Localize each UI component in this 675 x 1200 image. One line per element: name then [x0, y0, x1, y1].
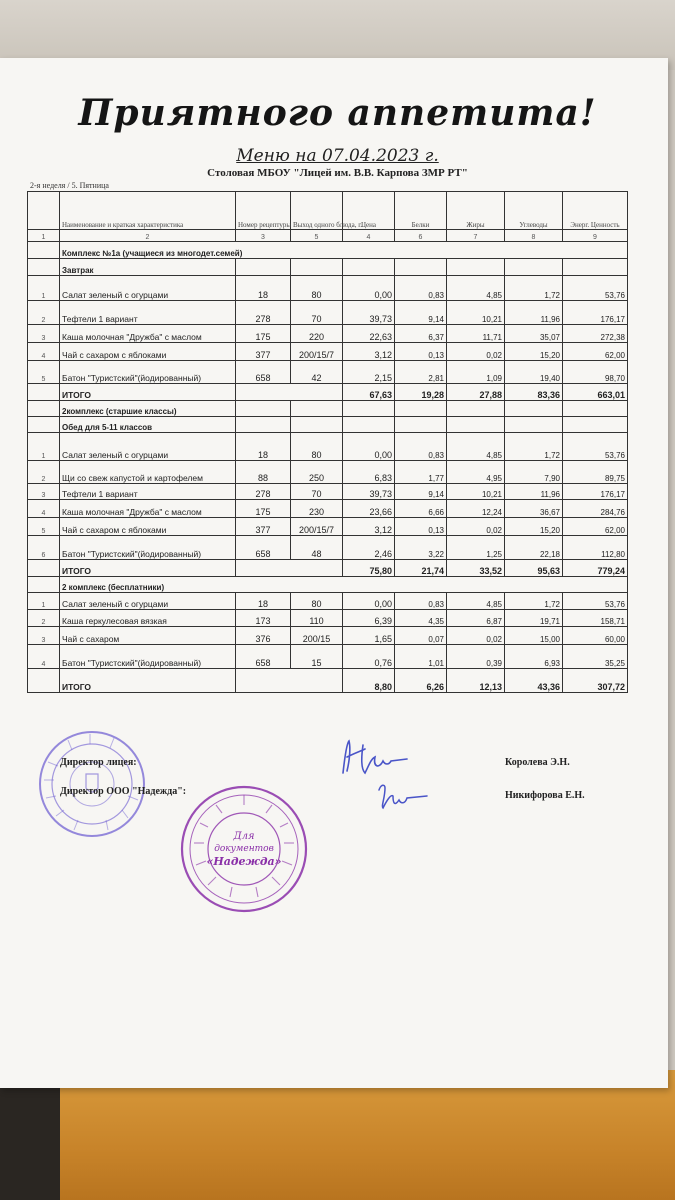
dish-energy: 112,80 — [563, 536, 628, 560]
dish-recipe: 658 — [236, 361, 291, 384]
dish-recipe: 88 — [236, 461, 291, 484]
canteen-name: Столовая МБОУ "Лицей им. В.В. Карпова ЗМР РТ" — [207, 167, 468, 179]
dish-price: 0,00 — [343, 433, 395, 461]
dish-fat: 0,39 — [447, 645, 505, 669]
total-row — [28, 560, 628, 577]
dish-energy: 98,70 — [563, 361, 628, 384]
dish-energy: 60,00 — [563, 627, 628, 645]
header-name: Наименование и краткая характеристика — [60, 192, 236, 230]
dish-carbs: 19,71 — [505, 610, 563, 627]
dish-no: 5 — [28, 518, 60, 536]
dish-no: 3 — [28, 325, 60, 343]
dish-row — [28, 325, 628, 343]
table-shadow — [0, 1085, 60, 1200]
dish-energy: 284,76 — [563, 500, 628, 518]
dish-row — [28, 627, 628, 645]
dish-carbs: 22,18 — [505, 536, 563, 560]
total-row — [28, 669, 628, 693]
dish-fat: 4,85 — [447, 276, 505, 301]
index-cell: 1 — [28, 230, 60, 242]
menu-table — [27, 191, 628, 693]
dish-fat: 12,24 — [447, 500, 505, 518]
dish-price: 6,39 — [343, 610, 395, 627]
dish-output: 80 — [291, 276, 343, 301]
dish-name: Щи со свеж капустой и картофелем — [60, 461, 236, 484]
index-cell: 5 — [291, 230, 343, 242]
index-cell: 9 — [563, 230, 628, 242]
dish-no: 2 — [28, 301, 60, 325]
dish-row — [28, 593, 628, 610]
dish-protein: 9,14 — [395, 484, 447, 500]
director-signature — [335, 735, 415, 780]
index-cell: 3 — [236, 230, 291, 242]
dish-protein: 0,83 — [395, 593, 447, 610]
dish-carbs: 11,96 — [505, 484, 563, 500]
dish-price: 39,73 — [343, 484, 395, 500]
dish-price: 23,66 — [343, 500, 395, 518]
dish-carbs: 15,00 — [505, 627, 563, 645]
section-row — [28, 401, 628, 417]
dish-name: Батон "Туристский"(йодированный) — [60, 361, 236, 384]
total-price: 75,80 — [343, 560, 395, 577]
dish-row — [28, 610, 628, 627]
dish-protein: 6,66 — [395, 500, 447, 518]
dish-output: 80 — [291, 433, 343, 461]
dish-row — [28, 500, 628, 518]
dish-energy: 53,76 — [563, 276, 628, 301]
wooden-table — [0, 1070, 675, 1200]
total-label: ИТОГО — [60, 384, 236, 401]
dish-row — [28, 484, 628, 500]
dish-name: Чай с сахаром с яблоками — [60, 518, 236, 536]
header-price: Цена — [343, 192, 395, 230]
dish-energy: 53,76 — [563, 433, 628, 461]
total-energy: 779,24 — [563, 560, 628, 577]
dish-row — [28, 461, 628, 484]
dish-fat: 6,87 — [447, 610, 505, 627]
ooo-director-signature — [375, 780, 435, 815]
school-seal-stamp — [28, 722, 158, 847]
dish-energy: 35,25 — [563, 645, 628, 669]
dish-row — [28, 361, 628, 384]
dish-price: 1,65 — [343, 627, 395, 645]
group-lunch — [28, 433, 628, 560]
dish-fat: 10,21 — [447, 484, 505, 500]
dish-output: 200/15/7 — [291, 518, 343, 536]
dish-protein: 3,22 — [395, 536, 447, 560]
dish-no: 3 — [28, 484, 60, 500]
dish-output: 110 — [291, 610, 343, 627]
dish-carbs: 1,72 — [505, 593, 563, 610]
dish-row — [28, 301, 628, 325]
ooo-director-label: Директор ООО "Надежда": — [60, 786, 187, 797]
dish-energy: 53,76 — [563, 593, 628, 610]
dish-protein: 1,01 — [395, 645, 447, 669]
dish-no: 4 — [28, 500, 60, 518]
total-fat: 27,88 — [447, 384, 505, 401]
total-label: ИТОГО — [60, 560, 236, 577]
dish-output: 200/15/7 — [291, 343, 343, 361]
dish-name: Батон "Туристский"(йодированный) — [60, 645, 236, 669]
dish-recipe: 175 — [236, 500, 291, 518]
index-cell: 7 — [447, 230, 505, 242]
dish-output: 220 — [291, 325, 343, 343]
dish-fat: 10,21 — [447, 301, 505, 325]
dish-energy: 89,75 — [563, 461, 628, 484]
dish-no: 5 — [28, 361, 60, 384]
total-carbs: 95,63 — [505, 560, 563, 577]
dish-fat: 4,95 — [447, 461, 505, 484]
group-free — [28, 593, 628, 669]
dish-name: Чай с сахаром — [60, 627, 236, 645]
index-cell: 2 — [60, 230, 236, 242]
dish-price: 0,00 — [343, 593, 395, 610]
ooo-director-name: Никифорова Е.Н. — [505, 790, 585, 801]
dish-fat: 0,02 — [447, 343, 505, 361]
index-row — [28, 230, 628, 242]
dish-name: Салат зеленый с огурцами — [60, 433, 236, 461]
dish-fat: 11,71 — [447, 325, 505, 343]
total-protein: 6,26 — [395, 669, 447, 693]
meal-row — [28, 417, 628, 433]
dish-recipe: 175 — [236, 325, 291, 343]
dish-carbs: 7,90 — [505, 461, 563, 484]
dish-name: Тефтели 1 вариант — [60, 301, 236, 325]
total-energy: 663,01 — [563, 384, 628, 401]
header-carbs: Углеводы — [505, 192, 563, 230]
total-price: 67,63 — [343, 384, 395, 401]
group-breakfast — [28, 276, 628, 384]
dish-no: 1 — [28, 276, 60, 301]
dish-name: Салат зеленый с огурцами — [60, 593, 236, 610]
dish-output: 42 — [291, 361, 343, 384]
week-day: 2-я неделя / 5. Пятница — [30, 181, 109, 190]
dish-fat: 4,85 — [447, 593, 505, 610]
dish-carbs: 11,96 — [505, 301, 563, 325]
dish-no: 1 — [28, 433, 60, 461]
dish-recipe: 278 — [236, 484, 291, 500]
dish-protein: 0,07 — [395, 627, 447, 645]
dish-protein: 0,83 — [395, 433, 447, 461]
header-fat: Жиры — [447, 192, 505, 230]
dish-row — [28, 343, 628, 361]
index-cell: 6 — [395, 230, 447, 242]
dish-name: Каша молочная "Дружба" с маслом — [60, 500, 236, 518]
dish-fat: 4,85 — [447, 433, 505, 461]
dish-fat: 1,25 — [447, 536, 505, 560]
dish-row — [28, 518, 628, 536]
dish-price: 22,63 — [343, 325, 395, 343]
dish-recipe: 173 — [236, 610, 291, 627]
dish-row — [28, 276, 628, 301]
dish-energy: 158,71 — [563, 610, 628, 627]
dish-energy: 176,17 — [563, 301, 628, 325]
total-row — [28, 384, 628, 401]
header-output: Выход одного блюда, г. — [291, 192, 343, 230]
dish-price: 2,15 — [343, 361, 395, 384]
dish-fat: 0,02 — [447, 627, 505, 645]
dish-carbs: 19,40 — [505, 361, 563, 384]
director-label: Директор лицея: — [60, 757, 137, 768]
dish-row — [28, 536, 628, 560]
dish-carbs: 1,72 — [505, 276, 563, 301]
section-row — [28, 242, 628, 259]
dish-output: 200/15 — [291, 627, 343, 645]
total-fat: 12,13 — [447, 669, 505, 693]
dish-carbs: 1,72 — [505, 433, 563, 461]
dish-output: 15 — [291, 645, 343, 669]
dish-energy: 176,17 — [563, 484, 628, 500]
dish-protein: 4,35 — [395, 610, 447, 627]
section-row — [28, 577, 628, 593]
dish-output: 70 — [291, 484, 343, 500]
index-cell: 4 — [343, 230, 395, 242]
dish-price: 3,12 — [343, 343, 395, 361]
dish-protein: 0,83 — [395, 276, 447, 301]
dish-price: 39,73 — [343, 301, 395, 325]
dish-output: 48 — [291, 536, 343, 560]
dish-recipe: 658 — [236, 645, 291, 669]
dish-price: 0,00 — [343, 276, 395, 301]
dish-carbs: 6,93 — [505, 645, 563, 669]
total-carbs: 43,36 — [505, 669, 563, 693]
page-title: Приятного аппетита! — [78, 92, 597, 134]
dish-fat: 1,09 — [447, 361, 505, 384]
director-name: Королева Э.Н. — [505, 757, 570, 768]
dish-recipe: 377 — [236, 518, 291, 536]
menu-date: Меню на 07.04.2023 г. — [236, 146, 439, 166]
header-protein: Белки — [395, 192, 447, 230]
dish-row — [28, 645, 628, 669]
stamp-line-3: «Надежда» — [206, 855, 282, 868]
dish-no: 2 — [28, 610, 60, 627]
dish-output: 70 — [291, 301, 343, 325]
dish-recipe: 376 — [236, 627, 291, 645]
meal-title: Обед для 5-11 классов — [60, 417, 236, 433]
dish-output: 250 — [291, 461, 343, 484]
total-protein: 21,74 — [395, 560, 447, 577]
nadezhda-seal-stamp — [178, 783, 310, 915]
dish-carbs: 15,20 — [505, 343, 563, 361]
total-fat: 33,52 — [447, 560, 505, 577]
dish-name: Батон "Туристский"(йодированный) — [60, 536, 236, 560]
dish-energy: 272,38 — [563, 325, 628, 343]
dish-price: 2,46 — [343, 536, 395, 560]
section-title: Комплекс №1а (учащиеся из многодет.семей) — [60, 242, 628, 259]
meal-row — [28, 259, 628, 276]
header-row — [28, 192, 628, 230]
total-price: 8,80 — [343, 669, 395, 693]
dish-recipe: 18 — [236, 276, 291, 301]
meal-title: Завтрак — [60, 259, 236, 276]
dish-no: 4 — [28, 645, 60, 669]
dish-name: Салат зеленый с огурцами — [60, 276, 236, 301]
dish-row — [28, 433, 628, 461]
dish-recipe: 18 — [236, 593, 291, 610]
total-protein: 19,28 — [395, 384, 447, 401]
dish-price: 0,76 — [343, 645, 395, 669]
dish-energy: 62,00 — [563, 518, 628, 536]
dish-output: 80 — [291, 593, 343, 610]
dish-no: 6 — [28, 536, 60, 560]
total-label: ИТОГО — [60, 669, 236, 693]
dish-name: Каша молочная "Дружба" с маслом — [60, 325, 236, 343]
dish-price: 6,83 — [343, 461, 395, 484]
stamp-line-2: документов — [214, 844, 274, 854]
dish-recipe: 658 — [236, 536, 291, 560]
section-title: 2комплекс (старшие классы) — [60, 401, 236, 417]
dish-protein: 0,13 — [395, 518, 447, 536]
total-energy: 307,72 — [563, 669, 628, 693]
header-recipe: Номер рецептуры — [236, 192, 291, 230]
dish-no: 4 — [28, 343, 60, 361]
dish-carbs: 35,07 — [505, 325, 563, 343]
index-cell: 8 — [505, 230, 563, 242]
total-carbs: 83,36 — [505, 384, 563, 401]
dish-carbs: 36,67 — [505, 500, 563, 518]
dish-carbs: 15,20 — [505, 518, 563, 536]
dish-protein: 1,77 — [395, 461, 447, 484]
dish-fat: 0,02 — [447, 518, 505, 536]
dish-no: 1 — [28, 593, 60, 610]
dish-protein: 0,13 — [395, 343, 447, 361]
dish-price: 3,12 — [343, 518, 395, 536]
dish-protein: 9,14 — [395, 301, 447, 325]
dish-no: 2 — [28, 461, 60, 484]
dish-recipe: 18 — [236, 433, 291, 461]
stamp-line-1: Для — [233, 831, 255, 842]
dish-energy: 62,00 — [563, 343, 628, 361]
dish-output: 230 — [291, 500, 343, 518]
dish-name: Тефтели 1 вариант — [60, 484, 236, 500]
dish-recipe: 278 — [236, 301, 291, 325]
dish-no: 3 — [28, 627, 60, 645]
dish-protein: 2,81 — [395, 361, 447, 384]
header-no — [28, 192, 60, 230]
dish-name: Чай с сахаром с яблоками — [60, 343, 236, 361]
dish-protein: 6,37 — [395, 325, 447, 343]
section-title: 2 комплекс (бесплатники) — [60, 577, 628, 593]
dish-recipe: 377 — [236, 343, 291, 361]
dish-name: Каша геркулесовая вязкая — [60, 610, 236, 627]
header-energy: Энерг. Ценность — [563, 192, 628, 230]
